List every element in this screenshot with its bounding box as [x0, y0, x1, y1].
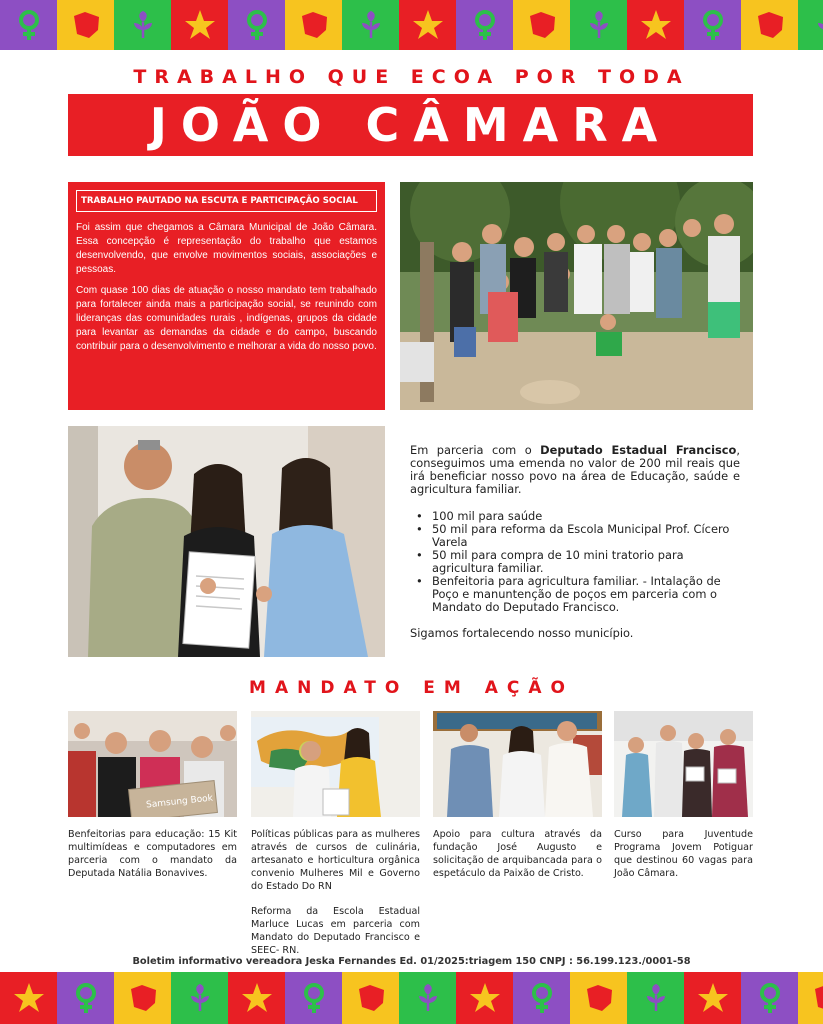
- caption-text: Benfeitorias para educação: 15 Kit multimídeas e computadores em parceria com o mandato da Deputada Natália Bonavives.: [68, 829, 237, 879]
- venus-symbol-icon: [513, 972, 570, 1024]
- state-map-icon: [798, 972, 823, 1024]
- community-group-photo: [400, 182, 753, 410]
- culture-support-photo: [433, 711, 602, 817]
- education-kit-photo: [68, 711, 237, 817]
- list-item: • Benfeitoria para agricultura familiar. - Intalação de Poço e manuntenção de poços em parceria com o Mandato do Deputado Francisco.: [426, 575, 740, 614]
- star-icon: [627, 0, 684, 50]
- box-label: Samsung Book: [145, 793, 214, 811]
- caption-women: [251, 828, 420, 957]
- emenda-delivery-photo: [68, 426, 385, 657]
- section-title: MANDATO EM AÇÃO: [249, 678, 574, 698]
- flower-icon: [399, 972, 456, 1024]
- venus-symbol-icon: [228, 0, 285, 50]
- top-decorative-border: [0, 0, 823, 50]
- star-icon: [0, 972, 57, 1024]
- youth-course-photo: [614, 711, 753, 817]
- state-map-icon: [570, 972, 627, 1024]
- star-icon: [684, 972, 741, 1024]
- venus-symbol-icon: [684, 0, 741, 50]
- social-participation-box: [68, 182, 385, 410]
- flower-icon: [570, 0, 627, 50]
- flower-icon: [342, 0, 399, 50]
- intro-text-end: , conseguimos uma emenda no valor de 200 mil reais que irá beneficiar nosso povo na área de Educação, saúde e agricultura familiar.: [410, 443, 740, 496]
- bottom-decorative-border: [0, 972, 823, 1024]
- star-icon: [456, 972, 513, 1024]
- flower-icon: [627, 972, 684, 1024]
- caption-text: Políticas públicas para as mulheres através de cursos de culinária, artesanato e horticultura orgânica convenio Mulheres Mil e Governo do Estado Do RN: [251, 829, 420, 892]
- info-paragraph-1: Foi assim que chegamos a Câmara Municipal de João Câmara. Essa concepção é representação do trabalho que estamos desenvolvendo, que envolve movimentos sociais, associações e pessoas.: [76, 222, 377, 275]
- partnership-text: [410, 444, 740, 640]
- flower-icon: [171, 972, 228, 1024]
- partnership-closing: Sigamos fortalecendo nosso município.: [410, 626, 634, 640]
- list-item: • 100 mil para saúde: [426, 510, 740, 523]
- caption-text: Apoio para cultura através da fundação José Augusto e solicitação de arquibancada para o espetáculo da Paixão de Cristo.: [433, 829, 602, 879]
- info-paragraph-2: Com quase 100 dias de atuação o nosso mandato tem trabalhado para fortalecer ainda mais a participação social, se reunindo com lideranças das comunidades rurais , indígenas, grupos da cidade para levantar as demandas da cidade e do campo, buscando contribuir para o desenvolvimento e melhorar a vida do nosso povo.: [76, 285, 377, 352]
- caption-youth: [614, 828, 753, 880]
- partnership-intro: [410, 444, 740, 496]
- star-icon: [399, 0, 456, 50]
- state-map-icon: [57, 0, 114, 50]
- headline-title: JOÃO CÂMARA: [149, 98, 672, 152]
- caption-education: [68, 828, 237, 880]
- bulletin-footer-note: Boletim informativo vereadora Jeska Fernandes Ed. 01/2025:triagem 150 CNPJ : 56.199.123./0001-58: [132, 956, 691, 967]
- emenda-list: [426, 510, 740, 614]
- list-item: • 50 mil para compra de 10 mini tratorio para agricultura familiar.: [426, 549, 740, 575]
- headline-subtitle: TRABALHO QUE ECOA POR TODA: [133, 66, 690, 88]
- headline-banner: [68, 94, 753, 156]
- state-map-icon: [513, 0, 570, 50]
- caption-text: Reforma da Escola Estadual Marluce Lucas em parceria com Mandato do Deputado Francisco e SEEC- RN.: [251, 906, 420, 956]
- intro-text-start: Em parceria com o: [410, 443, 541, 457]
- flower-icon: [114, 0, 171, 50]
- info-box-title: TRABALHO PAUTADO NA ESCUTA E PARTICIPAÇÃO SOCIAL: [76, 190, 377, 212]
- venus-symbol-icon: [0, 0, 57, 50]
- caption-culture: [433, 828, 602, 880]
- state-map-icon: [285, 0, 342, 50]
- venus-symbol-icon: [456, 0, 513, 50]
- state-map-icon: [114, 972, 171, 1024]
- flower-icon: [798, 0, 823, 50]
- venus-symbol-icon: [57, 972, 114, 1024]
- state-map-icon: [342, 972, 399, 1024]
- state-map-icon: [741, 0, 798, 50]
- intro-deputy-name: Deputado Estadual Francisco: [540, 443, 737, 457]
- caption-text: Curso para Juventude Programa Jovem Potiguar que destinou 60 vagas para João Câmara.: [614, 829, 753, 879]
- list-item: • 50 mil para reforma da Escola Municipal Prof. Cícero Varela: [426, 523, 740, 549]
- women-policy-photo: [251, 711, 420, 817]
- star-icon: [171, 0, 228, 50]
- venus-symbol-icon: [741, 972, 798, 1024]
- venus-symbol-icon: [285, 972, 342, 1024]
- star-icon: [228, 972, 285, 1024]
